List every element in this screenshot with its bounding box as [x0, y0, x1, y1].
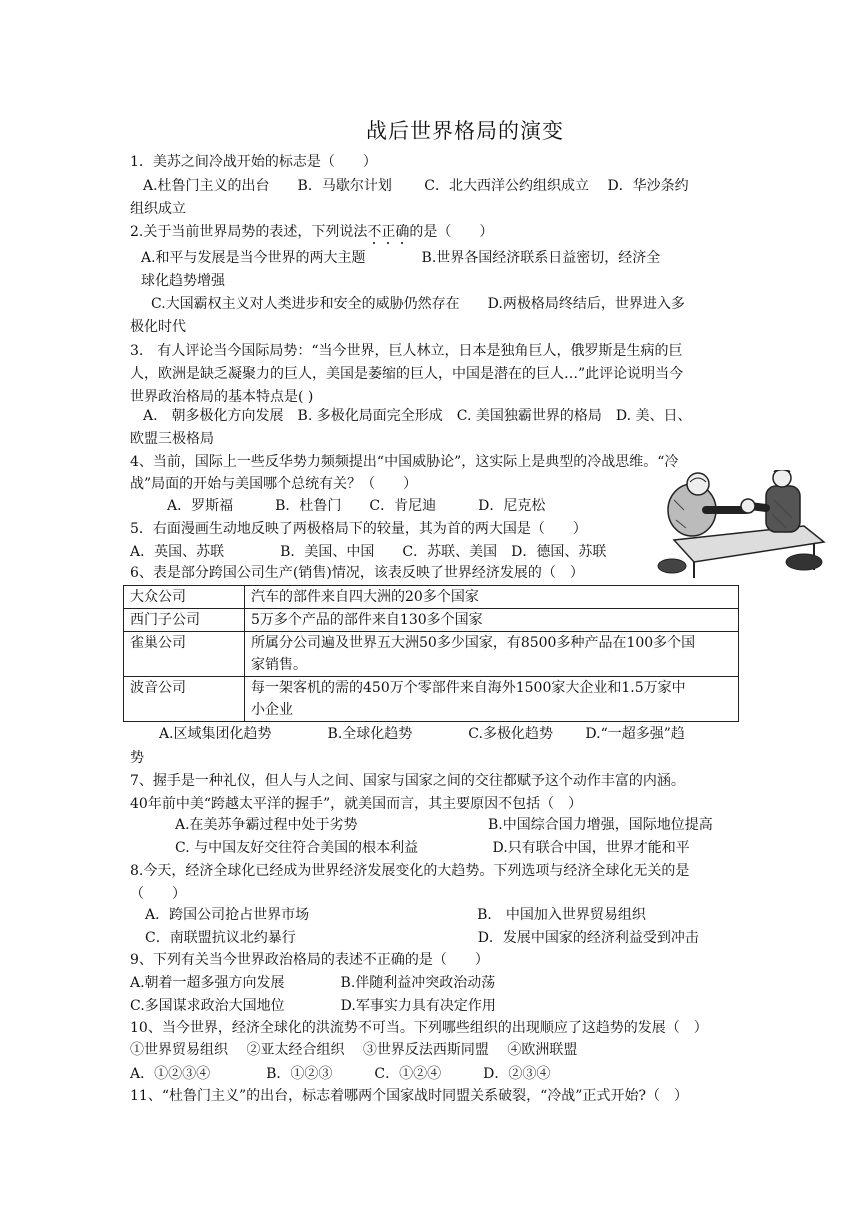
- table-row: [124, 586, 739, 609]
- description-line: 每一架客机的需的450万个零部件来自海外1500家大企业和1.5万家中: [251, 680, 686, 696]
- q3-line-5: 欧盟三极格局: [130, 431, 214, 447]
- table-row: [124, 609, 739, 632]
- q9-option-a-b: A.朝着一超多强方向发展 B.伴随利益冲突政治动荡: [130, 975, 496, 991]
- q2-stem: [130, 222, 493, 242]
- company-cell: 雀巢公司: [124, 632, 245, 677]
- q3-line-2: 人，欧洲是缺乏凝聚力的巨人，美国是萎缩的巨人，中国是潜在的巨人…”此评论说明当今: [130, 366, 684, 382]
- description-line: 家销售。: [251, 657, 307, 673]
- q1-stem: 1．美苏之间冷战开始的标志是（ ）: [130, 154, 377, 170]
- q8-option-a-b: A．跨国公司抢占世界市场 B． 中国加入世界贸易组织: [145, 907, 646, 923]
- q7-line-2: 40年前中美“跨越太平洋的握手”，就美国而言，其主要原因不包括（ ）: [130, 796, 583, 812]
- description-cell: 汽车的部件来自四大洲的20多个国家: [245, 586, 739, 609]
- q1-options: A.杜鲁门主义的出台 B．马歇尔计划 C．北大西洋公约组织成立 D．华沙条约: [143, 178, 689, 194]
- q2-line-2: 球化趋势增强: [141, 273, 225, 289]
- q8-line-1: 8.今天，经济全球化已经成为世界经济发展变化的大趋势。下列选项与经济全球化无关的是: [130, 863, 690, 879]
- q4-line-1: 4、当前，国际上一些反华势力频频提出“中国威胁论”，这实际上是典型的冷战思维。“冷: [130, 454, 679, 470]
- q2-emphasis-2: 正: [381, 224, 396, 240]
- company-cell: 西门子公司: [124, 609, 245, 632]
- table-row: [124, 632, 739, 677]
- q8-option-c-d: C．南联盟抗议北约暴行 D．发展中国家的经济利益受到冲击: [145, 930, 699, 946]
- q6-options-cont: 势: [130, 750, 144, 766]
- q6-stem: 6、表是部分跨国公司生产(销售)情况，该表反映了世界经济发展的（ ）: [130, 565, 584, 581]
- q9-stem: 9、下列有关当今世界政治格局的表述不正确的是（ ）: [130, 952, 489, 968]
- description-line: 所属分公司遍及世界五大洲50多少国家，有8500多种产品在100多个国: [251, 635, 696, 651]
- q5-stem: 5．右面漫画生动地反映了两极格局下的较量，其为首的两大国是（ ）: [130, 521, 587, 537]
- q3-line-4: A. 朝多极化方向发展 B. 多极化局面完全形成 C. 美国独霸世界的格局 D. 美、日、: [143, 408, 692, 424]
- q3-line-1: 3. 有人评论当今国际局势：“当今世界，巨人林立，日本是独角巨人，俄罗斯是生病的巨: [130, 343, 683, 359]
- q4-options: A．罗斯福 B．杜鲁门 C．肯尼迪 D．尼克松: [167, 498, 546, 514]
- description-cell: 5万多个产品的部件来自130多个国家: [245, 609, 739, 632]
- q1-options-cont: 组织成立: [130, 201, 186, 217]
- company-cell: 波音公司: [124, 677, 245, 722]
- q2-stem-post: 的是（ ）: [409, 224, 494, 240]
- description-line: 小企业: [251, 702, 293, 718]
- q11-stem: 11、“杜鲁门主义”的出台，标志着哪两个国家战时同盟关系破裂，“冷战”正式开始?（ ）: [130, 1088, 688, 1104]
- q2-line-4: 极化时代: [130, 319, 186, 335]
- page-title: 战后世界格局的演变: [366, 119, 564, 143]
- q2-line-3: C.大国霸权主义对人类进步和安全的威胁仍然存在 D.两极格局终结后，世界进入多: [151, 296, 685, 312]
- q7-line-1: 7、握手是一种礼仪，但人与人之间、国家与国家之间的交往都赋予这个动作丰富的内涵。: [130, 773, 685, 789]
- description-cell: [245, 677, 739, 722]
- arm-wrestling-cartoon-icon: [654, 470, 830, 582]
- q10-items: ①世界贸易组织 ②亚太经合组织 ③世界反法西斯同盟 ④欧洲联盟: [130, 1042, 578, 1058]
- q9-option-c-d: C.多国谋求政治大国地位 D.军事实力具有决定作用: [130, 998, 496, 1014]
- q2-line-1: A.和平与发展是当今世界的两大主题 B.世界各国经济联系日益密切，经济全: [141, 250, 661, 266]
- q10-stem: 10、当今世界，经济全球化的洪流势不可当。下列哪些组织的出现顺应了这趋势的发展（ ）: [130, 1020, 708, 1036]
- q10-options: A．①②③④ B．①②③ C．①②④ D．②③④: [130, 1066, 551, 1082]
- q2-emphasis-3: 确: [395, 224, 410, 240]
- q7-option-a-b: A.在美苏争霸过程中处于劣势 B.中国综合国力增强，国际地位提高: [175, 817, 713, 833]
- q4-line-2: 战”局面的开始与美国哪个总统有关？（ ）: [130, 476, 418, 492]
- company-cell: 大众公司: [124, 586, 245, 609]
- q2-emphasis-1: 不: [367, 224, 382, 240]
- company-table: [123, 585, 739, 722]
- table-row: [124, 677, 739, 722]
- q2-stem-pre: 2.关于当前世界局势的表述，下列说法: [130, 224, 368, 240]
- q3-line-3: 世界政治格局的基本特点是( ): [130, 389, 314, 405]
- q5-options: A．英国、苏联 B．美国、中国 C．苏联、美国 D．德国、苏联: [130, 544, 607, 560]
- description-cell: [245, 632, 739, 677]
- q6-options: A.区域集团化趋势 B.全球化趋势 C.多极化趋势 D.“一超多强”趋: [159, 726, 685, 742]
- q8-line-2: （ ）: [130, 886, 186, 902]
- q7-option-c-d: C. 与中国友好交往符合美国的根本利益 D.只有联合中国，世界才能和平: [175, 840, 690, 856]
